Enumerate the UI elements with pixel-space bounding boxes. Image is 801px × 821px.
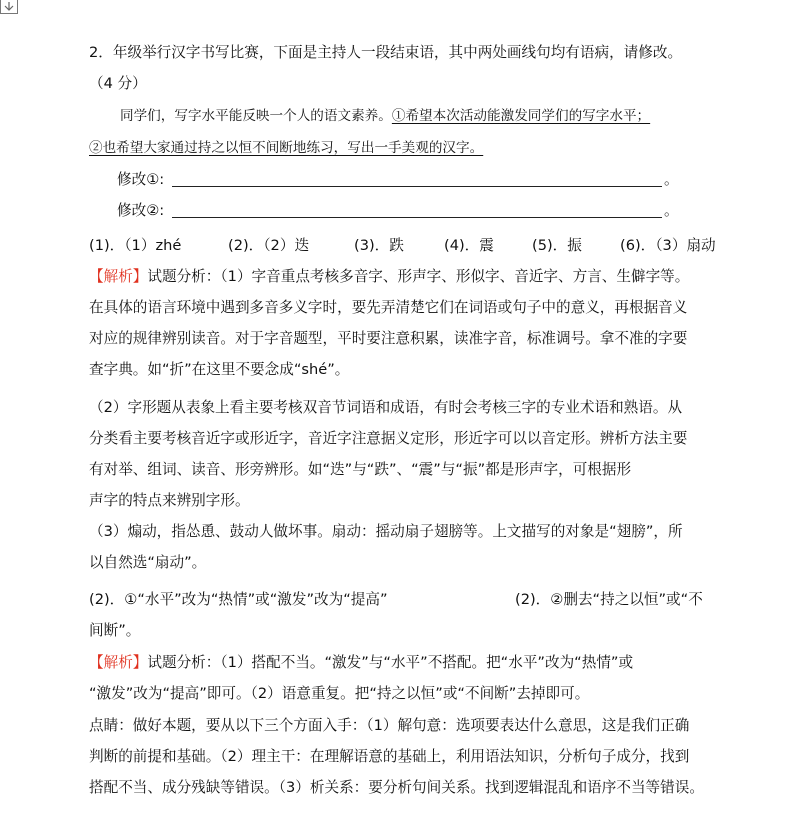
analysis1-line-6: 分类看主要考核音近字或形近字，音近字注意据义定形，形近字可以以音定形。辨析方法主要	[89, 430, 688, 447]
passage-intro: 同学们，写字水平能反映一个人的语文素养。	[120, 108, 392, 124]
answer-4: (4)．震	[444, 237, 494, 254]
fix1-period: 。	[664, 171, 679, 188]
analysis1-line-5: （2）字形题从表象上看主要考核双音节词语和成语，有时会考核三字的专业术语和熟语。从	[89, 399, 683, 416]
fix1-label: 修改①:	[117, 171, 165, 188]
passage-line-1	[120, 106, 650, 126]
answer-6: (6)．（3）扇动	[620, 237, 716, 254]
answer2-1: (2)．①“水平”改为“热情”或“激发”改为“提高”	[89, 591, 388, 608]
analysis1-line-4: 查字典。如“折”在这里不要念成“shé”。	[89, 361, 350, 378]
answer2-2: (2)．②删去“持之以恒”或“不	[515, 591, 703, 608]
fix2-period: 。	[664, 202, 679, 219]
download-icon[interactable]	[0, 0, 18, 14]
analysis1-line-1: 【解析】试题分析：（1）字音重点考核多音字、形声字、形似字、音近字、方言、生僻字等。	[89, 268, 690, 285]
analysis2-line-1: 【解析】试题分析：（1）搭配不当。“激发”与“水平”不搭配。把“水平”改为“热情”或	[89, 654, 634, 671]
question-title: 2．年级举行汉字书写比赛，下面是主持人一段结束语，其中两处画线句均有语病，请修改。	[89, 44, 683, 61]
question-score: （4 分）	[89, 75, 147, 92]
analysis2-line-5: 搭配不当、成分残缺等错误。（3）析关系：要分析句间关系。找到逻辑混乱和语序不当等错误。	[89, 779, 704, 796]
fix2-answer-line[interactable]	[172, 217, 662, 218]
analysis1-line-9: （3）煽动，指怂恿、鼓动人做坏事。扇动：摇动扇子翅膀等。上文描写的对象是“翅膀”，所	[89, 523, 683, 540]
answer-1: (1)．（1）zhé	[89, 237, 182, 254]
analysis-tag: 【解析】	[89, 654, 148, 671]
passage-line-2	[89, 138, 483, 158]
analysis2-line-4: 判断的前提和基础。（2）理主干：在理解语意的基础上，利用语法知识，分析句子成分，找到	[89, 748, 690, 765]
fix2-label: 修改②:	[117, 202, 165, 219]
analysis2-line-2: “激发”改为“提高”即可。（2）语意重复。把“持之以恒”或“不间断”去掉即可。	[89, 685, 590, 702]
underlined-sentence-1: ①希望本次活动能激发同学们的写字水平；	[391, 108, 651, 124]
answer-2: (2)．（2）迭	[228, 237, 310, 254]
answer-5: (5)．振	[532, 237, 582, 254]
analysis-tag: 【解析】	[89, 268, 148, 285]
answer2-2-cont: 间断”。	[89, 622, 141, 639]
answer-3: (3)．跌	[354, 237, 404, 254]
underlined-sentence-2: ②也希望大家通过持之以恒不间断地练习，写出一手美观的汉字。	[89, 140, 484, 156]
analysis1-line-8: 声字的特点来辨别字形。	[89, 492, 250, 509]
analysis2-line-3: 点睛：做好本题，要从以下三个方面入手：（1）解句意：选项要表达什么意思，这是我们正确	[89, 717, 690, 734]
analysis1-line-10: 以自然选“扇动”。	[89, 554, 207, 571]
analysis1-line-2: 在具体的语言环境中遇到多音多义字时，要先弄清楚它们在词语或句子中的意义，再根据音义	[89, 299, 688, 316]
analysis1-line-7: 有对举、组词、读音、形旁辨形。如“迭”与“跌”、“震”与“振”都是形声字，可根据形	[89, 461, 632, 478]
analysis1-line-3: 对应的规律辨别读音。对于字音题型，平时要注意积累，读准字音，标准调号。拿不准的字要	[89, 330, 688, 347]
fix1-answer-line[interactable]	[172, 186, 662, 187]
